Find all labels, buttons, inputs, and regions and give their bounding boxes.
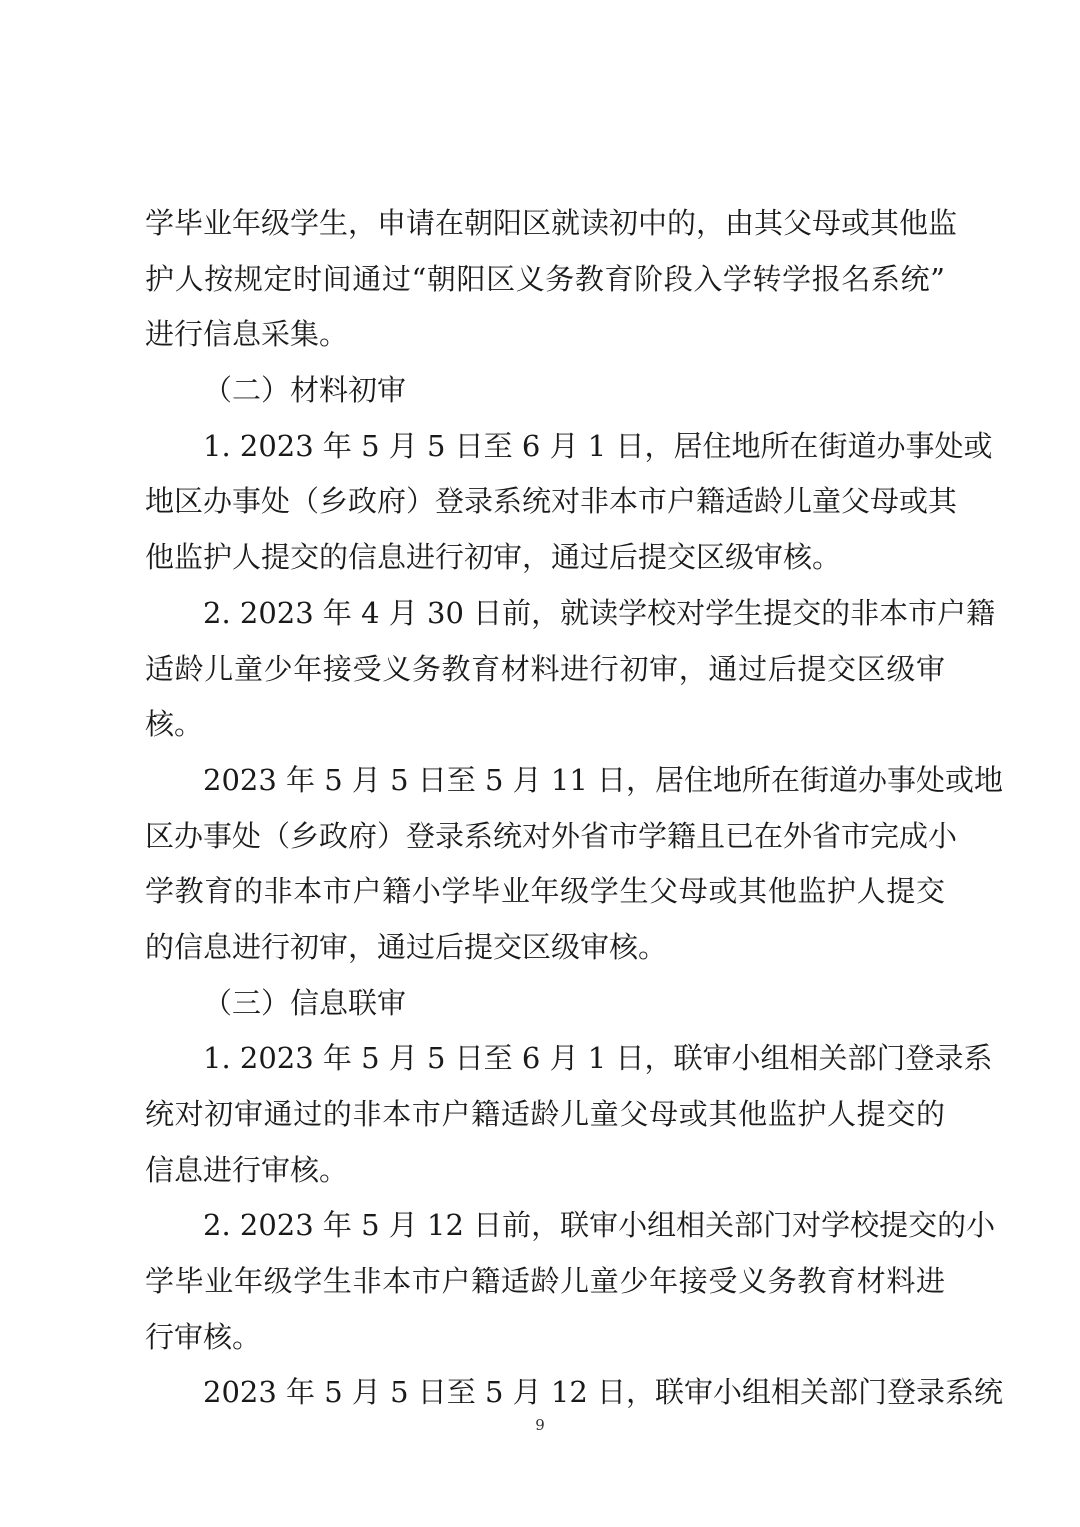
body-line: 2. 2023 年 5 月 12 日前，联审小组相关部门对学校提交的小 bbox=[203, 1208, 996, 1243]
body-line: 地区办事处（乡政府）登录系统对非本市户籍适龄儿童父母或其 bbox=[145, 484, 958, 519]
body-line: 1. 2023 年 5 月 5 日至 6 月 1 日，居住地所在街道办事处或 bbox=[203, 428, 993, 463]
body-line: 学毕业年级学生，申请在朝阳区就读初中的，由其父母或其他监 bbox=[145, 206, 958, 240]
document-body bbox=[145, 196, 1004, 1421]
body-line: 的信息进行初审，通过后提交区级审核。 bbox=[145, 929, 668, 964]
body-line: 信息进行审核。 bbox=[145, 1152, 349, 1187]
body-line: 学毕业年级学生非本市户籍适龄儿童少年接受义务教育材料进 bbox=[145, 1264, 945, 1299]
body-line: 1. 2023 年 5 月 5 日至 6 月 1 日，联审小组相关部门登录系 bbox=[203, 1041, 993, 1076]
body-line: 进行信息采集。 bbox=[145, 317, 349, 352]
body-line: 学教育的非本市户籍小学毕业年级学生父母或其他监护人提交 bbox=[145, 874, 945, 909]
body-line: 2. 2023 年 4 月 30 日前，就读学校对学生提交的非本市户籍 bbox=[203, 595, 996, 630]
body-line: 2023 年 5 月 5 日至 5 月 11 日，居住地所在街道办事处或地 bbox=[203, 762, 1004, 797]
section-heading: （三）信息联审 bbox=[203, 985, 407, 1020]
body-line: 区办事处（乡政府）登录系统对外省市学籍且已在外省市完成小 bbox=[145, 818, 958, 853]
body-line: 核。 bbox=[145, 707, 204, 742]
body-line: 适龄儿童少年接受义务教育材料进行初审，通过后提交区级审 bbox=[145, 651, 945, 686]
body-line: 他监护人提交的信息进行初审，通过后提交区级审核。 bbox=[145, 540, 842, 575]
body-line: 护人按规定时间通过“朝阳区义务教育阶段入学转学报名系统” bbox=[145, 261, 945, 296]
body-line: 统对初审通过的非本市户籍适龄儿童父母或其他监护人提交的 bbox=[145, 1097, 945, 1131]
page-number: 9 bbox=[535, 1416, 545, 1434]
section-heading: （二）材料初审 bbox=[203, 373, 407, 408]
body-line: 行审核。 bbox=[145, 1319, 262, 1354]
body-line: 2023 年 5 月 5 日至 5 月 12 日，联审小组相关部门登录系统 bbox=[203, 1375, 1004, 1410]
